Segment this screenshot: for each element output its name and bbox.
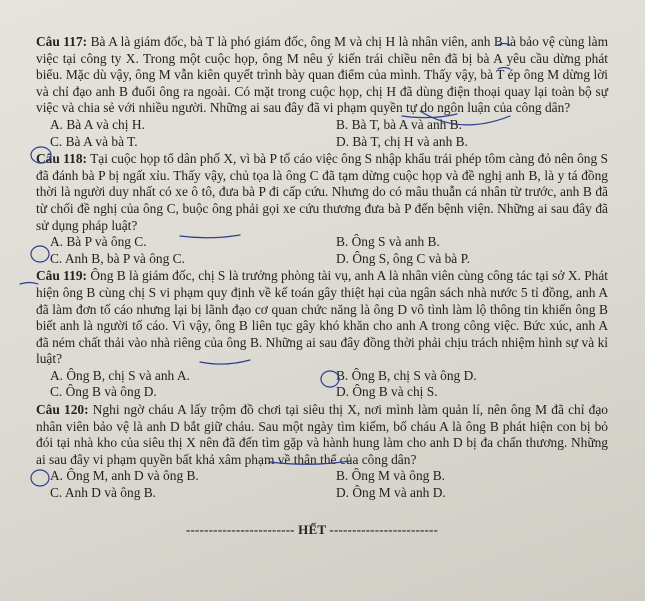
- option-c[interactable]: C. Anh D và ông B.: [50, 485, 157, 501]
- answer-options: [36, 368, 608, 401]
- answer-options: [36, 117, 608, 150]
- option-a[interactable]: A. Ông B, chị S và anh A.: [50, 367, 190, 383]
- question-text: Câu 117: Bà A là giám đốc, bà T là phó giám đốc, ông M và chị H là nhân viên, anh B là bảo vệ cùng làm việc tại công ty X. Trong một cuộc họp, ông M nêu ý kiến trái chiều nên đã bị bà A yêu cầu dừng phát biểu. Mặc dù vậy, ông M vẫn kiên quyết trình bày quan điểm của mình. Thấy vậy, bà T ép ông M dừng lời và chỉ đạo anh B đuổi ông ra ngoài. Có mặt trong cuộc họp, chị H đã dùng điện thoại quay lại toàn bộ sự việc và chia sẻ với nhiều người. Những ai sau đây đã vi phạm quyền tự do ngôn luận của công dân?: [36, 34, 608, 116]
- question-text: Câu 120: Nghi ngờ cháu A lấy trộm đồ chơi tại siêu thị X, nơi mình làm quản lí, nên ông M đã chỉ đạo nhân viên bảo vệ là anh D bắt giữ cháu. Sau một ngày tìm kiếm, bố cháu A là ông B phát hiện con bị bỏ đói tại nhà kho của siêu thị X nên đã đến tìm gặp và hành hung làm cho anh D bị đa chấn thương. Những ai sau đây vi phạm quyền bất khả xâm phạm về thân thể của công dân?: [36, 402, 608, 467]
- question-118: [36, 151, 608, 267]
- option-a[interactable]: A. Bà P và ông C.: [50, 234, 147, 250]
- option-c[interactable]: C. Anh B, bà P và ông C.: [50, 250, 185, 266]
- option-a[interactable]: A. Bà A và chị H.: [50, 116, 145, 132]
- question-text: Câu 118: Tại cuộc họp tổ dân phố X, vì bà P tố cáo việc ông S nhập khẩu trái phép tôm càng đỏ nên ông S đã đánh bà P bị ngất xỉu. Thấy vậy, chủ tọa là ông C đã tạm dừng cuộc họp và đề nghị anh B, là y tá đồng thời là người duy nhất có xe ô tô, đưa bà P đi cấp cứu. Nhưng do có mâu thuẫn cá nhân từ trước, anh B đã từ chối đề nghị của ông C, buộc ông phải gọi xe cứu thương đưa bà P đến bệnh viện. Những ai sau đây đã sử dụng pháp luật?: [36, 151, 608, 233]
- answer-options: [36, 234, 608, 267]
- option-b[interactable]: B. Ông B, chị S và ông D.: [336, 367, 477, 383]
- question-label: Câu 117:: [36, 34, 88, 49]
- option-c[interactable]: C. Ông B và ông D.: [50, 384, 157, 400]
- option-c[interactable]: C. Bà A và bà T.: [50, 133, 138, 149]
- option-b[interactable]: B. Ông S và anh B.: [336, 234, 440, 250]
- option-b[interactable]: B. Ông M và ông B.: [336, 468, 445, 484]
- option-d[interactable]: D. Ông B và chị S.: [336, 384, 438, 400]
- option-d[interactable]: D. Ông S, ông C và bà P.: [336, 250, 470, 266]
- end-marker: ------------------------ HẾT ------------------------: [186, 522, 439, 537]
- question-119: [36, 268, 608, 401]
- answer-options: [36, 468, 608, 501]
- question-list: [36, 34, 608, 503]
- option-a[interactable]: A. Ông M, anh D và ông B.: [50, 468, 199, 484]
- question-text: Câu 119: Ông B là giám đốc, chị S là trưởng phòng tài vụ, anh A là nhân viên cùng công tác tại sở X. Phát hiện ông B cùng chị S vi phạm quy định về kế toán gây thiệt hại của ngân sách nhà nước 5 tỉ đồng, anh A đã làm đơn tố cáo nhưng lại bị lãnh đạo cơ quan chức năng là ông D vô tình làm lộ thông tin khiến ông B biết anh là người tố cáo. Vì vậy, ông B liên tục gây khó khăn cho anh A trong công việc. Bức xúc, anh A đã ném chất thải vào nhà riêng của ông B. Những ai sau đây đồng thời phải chịu trách nhiệm hình sự và kỉ luật?: [36, 268, 609, 367]
- question-120: [36, 402, 608, 502]
- option-d[interactable]: D. Ông M và anh D.: [336, 485, 446, 501]
- option-d[interactable]: D. Bà T, chị H và anh B.: [336, 133, 468, 149]
- option-b[interactable]: B. Bà T, bà A và anh B.: [336, 116, 462, 132]
- question-label: Câu 118:: [36, 151, 87, 167]
- question-label: Câu 119:: [36, 268, 87, 284]
- end-label: HẾT: [294, 522, 330, 537]
- question-117: [36, 34, 608, 150]
- question-label: Câu 120:: [36, 402, 89, 418]
